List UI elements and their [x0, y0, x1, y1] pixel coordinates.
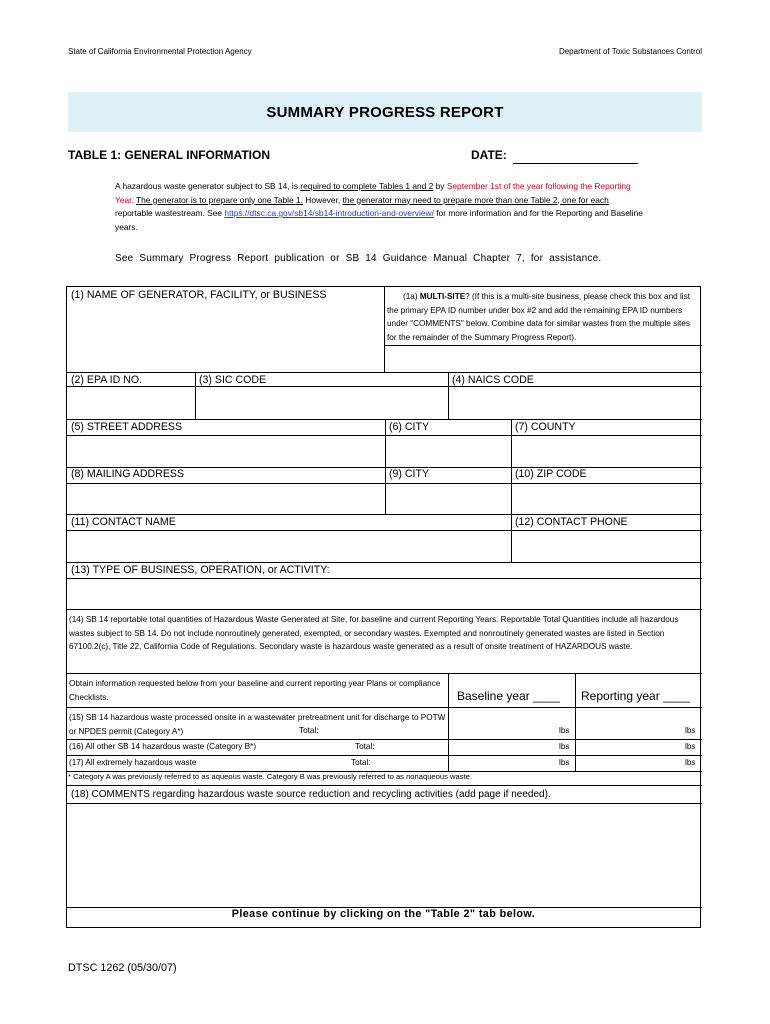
lbs-unit: lbs [685, 758, 696, 767]
title-banner [68, 92, 702, 132]
page-title: SUMMARY PROGRESS REPORT [266, 103, 504, 121]
field-2-label: (2) EPA ID NO. [71, 374, 143, 386]
form-number: DTSC 1262 (05/30/07) [68, 962, 177, 974]
divider [511, 419, 512, 467]
agency-right: Department of Toxic Substances Control [558, 47, 702, 56]
divider [67, 435, 702, 436]
divider [67, 785, 702, 786]
general-info-form [66, 286, 701, 928]
field-16-label: (16) All other SB 14 hazardous waste (Category B*) [69, 742, 257, 751]
divider [67, 372, 702, 373]
divider [67, 578, 702, 579]
field-6-label: (6) CITY [389, 421, 430, 433]
multisite-note [387, 290, 699, 344]
field-13-label: (13) TYPE OF BUSINESS, OPERATION, or ACTIVITY: [71, 564, 330, 576]
field-9-label: (9) CITY [389, 468, 430, 480]
intro-paragraph [115, 180, 647, 234]
divider [195, 372, 196, 419]
intro-text: for more information and for the Reporting and Baseline years. [115, 208, 643, 232]
field-15-label: (15) SB 14 hazardous waste processed onsite in a wastewater pretreatment unit for discharge to POTW or NPDES permit (Category A*) [69, 713, 446, 736]
field-18-label: (18) COMMENTS regarding hazardous waste source reduction and recycling activities (add page if needed). [71, 789, 551, 800]
lbs-unit: lbs [685, 726, 696, 735]
multisite-bold: MULTI-SITE [419, 292, 466, 301]
field-14-text: (14) SB 14 reportable total quantities of Hazardous Waste Generated at Site, for baseline and current Reporting Years. Reportable Total Quantities include all hazardous wastes subject to SB 14. Do not include nonroutinely generated, exempted, or secondary wastes. Exempted and nonroutinely generated wastes are listed in Section 67100.2(c), Title 22, California Code of Regulations. Secondary waste is hazardous waste generated as a result of onsite treatment of HAZARDOUS waste. [69, 615, 679, 651]
lbs-unit: lbs [559, 726, 570, 735]
total-label-16: Total: [355, 742, 375, 751]
divider [67, 386, 702, 387]
field-11-label: (11) CONTACT NAME [71, 516, 176, 528]
reporting-year-label[interactable]: Reporting year ____ [581, 689, 690, 703]
continue-note: Please continue by clicking on the "Table 2" tab below. [231, 908, 536, 920]
total-label-17: Total: [351, 758, 371, 767]
field-17-label: (17) All extremely hazardous waste [69, 758, 197, 767]
intro-text: required to complete Tables 1 and 2 [300, 181, 434, 191]
table1-title: TABLE 1: GENERAL INFORMATION [68, 148, 270, 162]
divider [385, 467, 386, 514]
intro-text: the generator may need to prepare more than one Table 2, one for each [342, 194, 609, 205]
divider [67, 673, 702, 674]
divider [448, 372, 449, 419]
multisite-prefix: (1a) [403, 292, 420, 301]
field-5-label: (5) STREET ADDRESS [71, 421, 183, 433]
divider [67, 609, 702, 610]
comments-field[interactable] [67, 804, 702, 907]
field-3-label: (3) SIC CODE [199, 374, 267, 386]
total-label-15: Total: [299, 726, 319, 735]
lbs-unit: lbs [685, 742, 696, 751]
divider [67, 530, 702, 531]
agency-left: State of California Environmental Protection Agency [68, 47, 252, 56]
baseline-year-label[interactable]: Baseline year ____ [457, 689, 560, 703]
divider [385, 419, 386, 467]
divider [67, 514, 702, 515]
lbs-unit: lbs [559, 758, 570, 767]
intro-text: by [433, 181, 447, 191]
divider [67, 562, 702, 563]
field-1-label: (1) NAME OF GENERATOR, FACILITY, or BUSINESS [71, 289, 327, 301]
intro-text: A hazardous waste generator subject to SB 14, is [115, 181, 301, 191]
field-8-label: (8) MAILING ADDRESS [71, 468, 185, 480]
field-7-label: (7) COUNTY [515, 421, 576, 433]
field-4-label: (4) NAICS CODE [452, 374, 534, 386]
lbs-unit: lbs [559, 742, 570, 751]
intro-text: However, [302, 194, 343, 205]
divider [575, 673, 576, 771]
category-note: * Category A was previously referred to as aqueous waste. Category B was previously referred to as nonaqueous waste. [68, 772, 472, 781]
date-field[interactable] [513, 163, 638, 164]
divider [448, 673, 449, 771]
divider [385, 345, 702, 346]
divider [511, 467, 512, 514]
divider [67, 483, 702, 484]
field-12-label: (12) CONTACT PHONE [515, 516, 628, 528]
multisite-text: ? (If this is a multi-site business, please check this box and list the primary EPA ID number under box #2 and add the remaining EPA ID numbers under "COMMENTS" below. Combine data for similar wastes from the multiple sites for the remainder of the Summary Progress Report). [387, 292, 690, 342]
intro-text: The generator is to prepare only one Table 1. [135, 194, 303, 205]
assistance-note: See Summary Progress Report publication or SB 14 Guidance Manual Chapter 7, for assistance. [115, 253, 602, 264]
date-label: DATE: [471, 148, 507, 162]
intro-deadline: September 1st of the year following the Reporting Year. [115, 181, 631, 205]
divider [67, 707, 702, 708]
field-10-label: (10) ZIP CODE [515, 468, 587, 480]
intro-text: reportable wastestream. See [115, 208, 225, 218]
sb14-link[interactable]: https://dtsc.ca.gov/sb14/sb14-introduction-and-overview/ [224, 208, 434, 218]
divider [511, 514, 512, 562]
obtain-note: Obtain information requested below from your baseline and current reporting year Plans or compliance Checklists. [69, 679, 441, 702]
